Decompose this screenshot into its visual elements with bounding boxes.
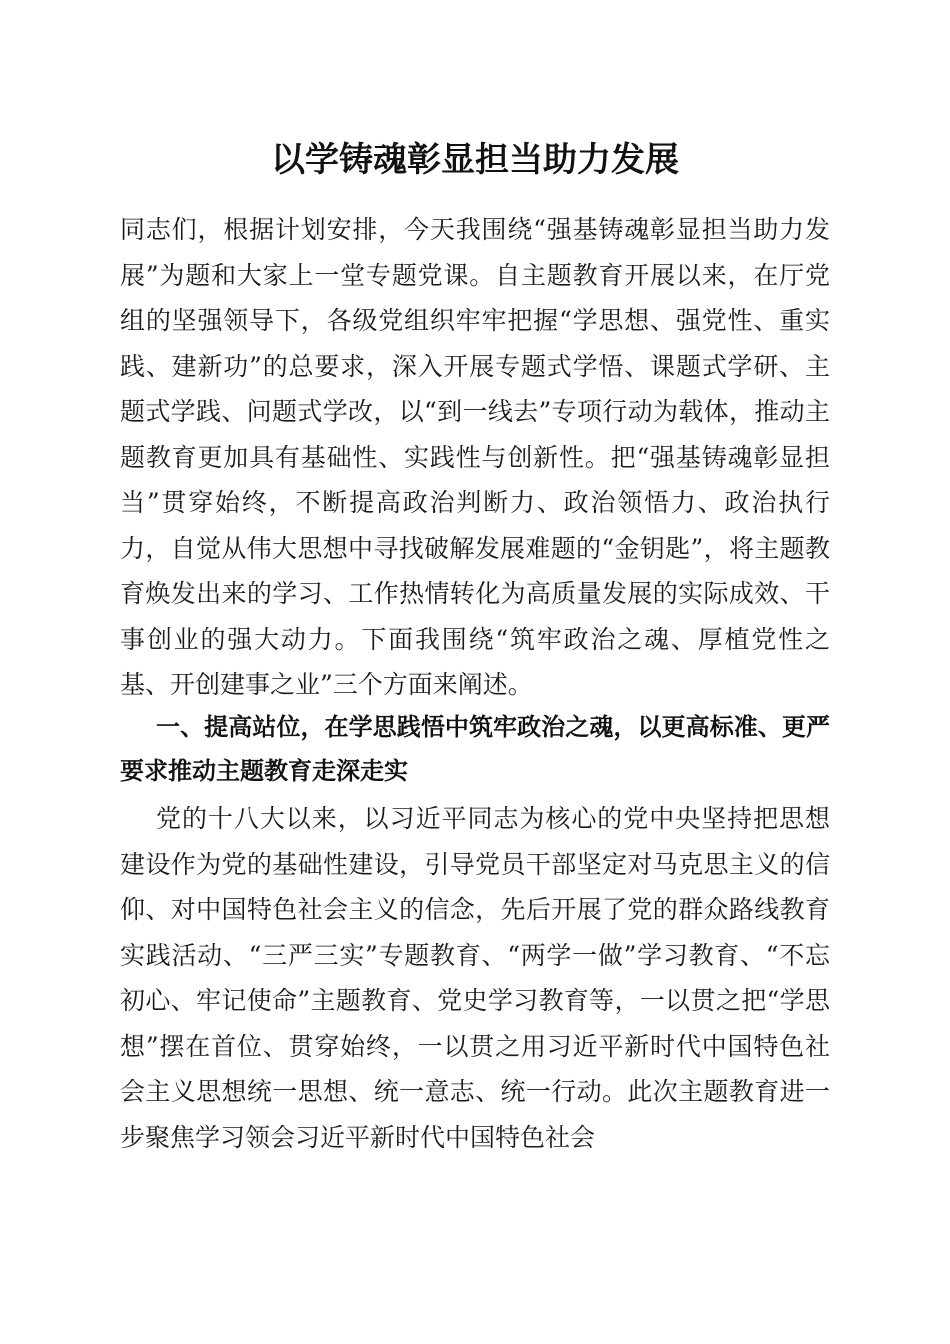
document-title: 以学铸魂彰显担当助力发展 [271, 140, 679, 180]
intro-paragraph: 同志们，根据计划安排，今天我围绕“强基铸魂彰显担当助力发展”为题和大家上一堂专题党课。自主题教育开展以来，在厅党组的坚强领导下，各级党组织牢牢把握“学思想、强党性、重实践、建新功”的总要求，深入开展专题式学悟、课题式学研、主题式学践、问题式学改，以“到一线去”专项行动为载体，推动主题教育更加具有基础性、实践性与创新性。把“强基铸魂彰显担当”贯穿始终，不断提高政治判断力、政治领悟力、政治执行力，自觉从伟大思想中寻找破解发展难题的“金钥匙”，将主题教育焕发出来的学习、工作热情转化为高质量发展的实际成效、干事创业的强大动力。下面我围绕“筑牢政治之魂、厚植党性之基、开创建事之业”三个方面来阐述。 [120, 215, 830, 699]
section-paragraph-1: 党的十八大以来，以习近平同志为核心的党中央坚持把思想建设作为党的基础性建设，引导党员干部坚定对马克思主义的信仰、对中国特色社会主义的信念，先后开展了党的群众路线教育实践活动、“三严三实”专题教育、“两学一做”学习教育、“不忘初心、牢记使命”主题教育、党史学习教育等，一以贯之把“学思想”摆在首位、贯穿始终，一以贯之用习近平新时代中国特色社会主义思想统一思想、统一意志、统一行动。此次主题教育进一步聚焦学习领会习近平新时代中国特色社会 [120, 804, 830, 1152]
section-heading-1: 一、提高站位，在学思践悟中筑牢政治之魂，以更高标准、更严要求推动主题教育走深走实 [120, 713, 830, 785]
